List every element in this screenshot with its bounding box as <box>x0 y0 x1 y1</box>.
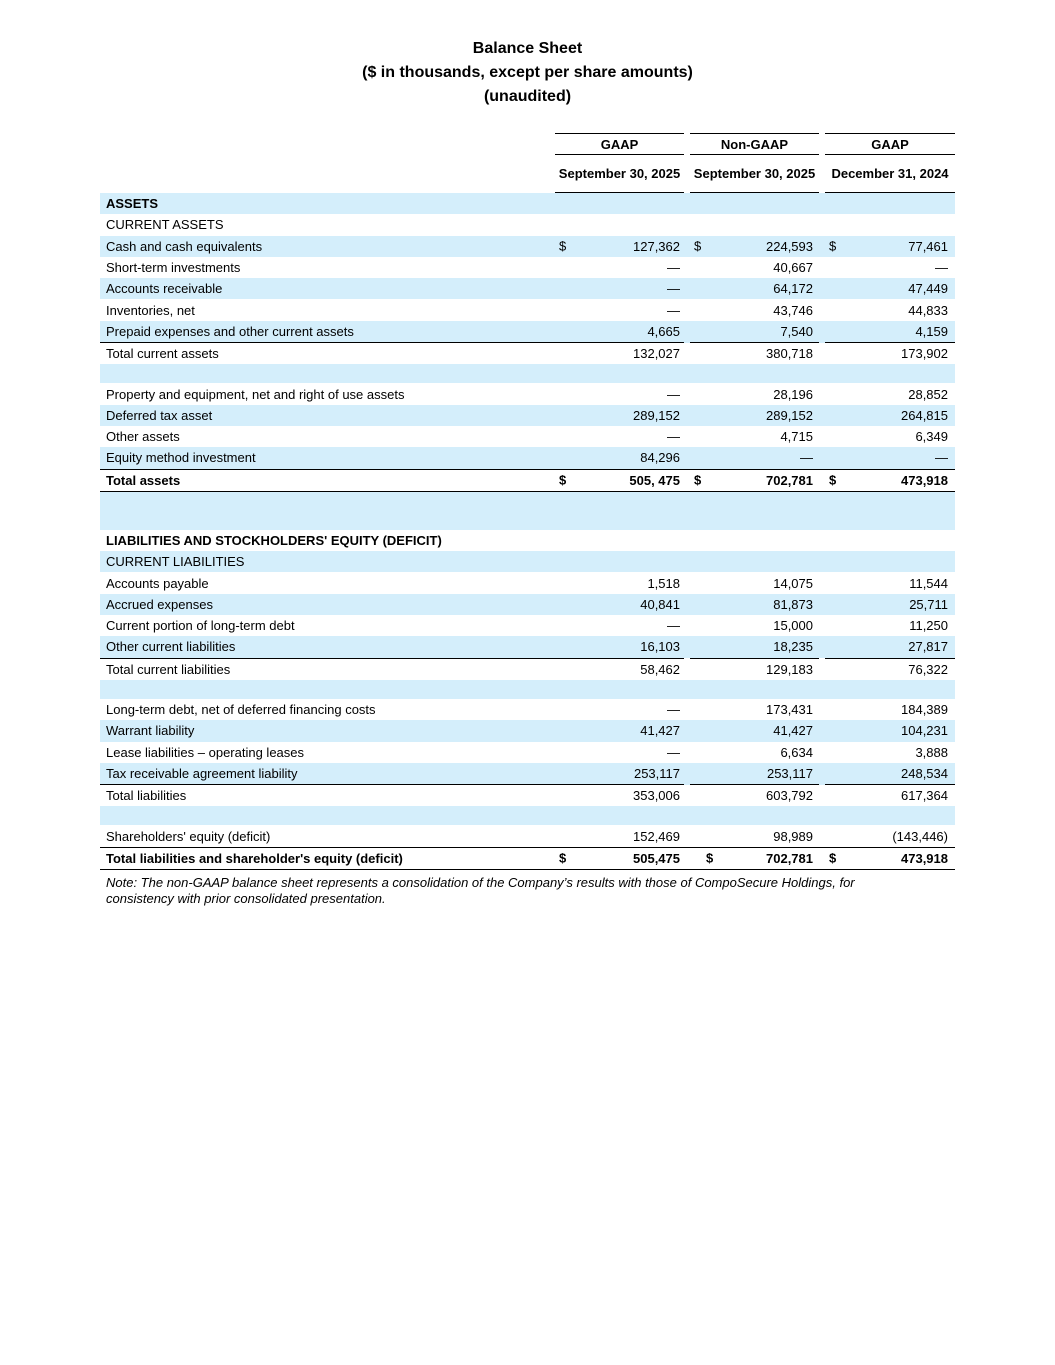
cell-value <box>555 530 684 551</box>
cell-value <box>825 572 955 593</box>
cell-number: 81,873 <box>773 596 813 612</box>
cell-value <box>825 364 955 383</box>
cell-value <box>825 551 955 572</box>
cell-value <box>690 720 819 741</box>
cell-value <box>690 847 819 869</box>
cell-number: 6,349 <box>915 429 948 445</box>
column-basis-header: GAAP <box>555 134 684 155</box>
cell-number: 248,534 <box>901 765 948 781</box>
cell-value <box>690 447 819 469</box>
cell-value <box>690 825 819 847</box>
cell-number: — <box>667 744 680 760</box>
cell-number: 6,634 <box>780 744 813 760</box>
cell-value <box>690 615 819 636</box>
cell-number: — <box>667 618 680 634</box>
header-spacer <box>100 134 555 155</box>
row-label: Tax receivable agreement liability <box>100 763 555 785</box>
cell-number: 84,296 <box>640 450 680 466</box>
row-label: Prepaid expenses and other current assets <box>100 321 555 343</box>
cell-number: 104,231 <box>901 723 948 739</box>
row-label: Other assets <box>106 429 180 445</box>
table-row <box>100 806 955 825</box>
cell-number: 380,718 <box>766 346 813 362</box>
cell-number: 41,427 <box>773 723 813 739</box>
balance-sheet-table <box>100 133 955 870</box>
cell-value <box>555 193 684 215</box>
table-row <box>100 720 955 741</box>
cell-value <box>690 551 819 572</box>
row-label: Total liabilities <box>106 788 187 804</box>
cell-number: 173,431 <box>766 702 813 718</box>
cell-value <box>825 699 955 720</box>
cell-number: (143,446) <box>892 828 948 844</box>
cell-number: 11,544 <box>909 575 948 591</box>
cell-number: 4,715 <box>780 429 813 445</box>
row-label: Long-term debt, net of deferred financing costs <box>106 702 376 718</box>
table-row <box>100 193 955 215</box>
cell-value <box>555 742 684 763</box>
row-label: Shareholders' equity (deficit) <box>106 828 271 844</box>
cell-number: 11,250 <box>909 618 948 634</box>
cell-value <box>825 680 955 699</box>
cell-value <box>555 469 684 491</box>
cell-value <box>825 278 955 299</box>
row-label: Deferred tax asset <box>100 405 555 426</box>
cell-number: 289,152 <box>633 407 680 423</box>
cell-number: 132,027 <box>633 346 680 362</box>
cell-number: 264,815 <box>901 407 948 423</box>
cell-value <box>555 236 684 257</box>
cell-value <box>690 636 819 658</box>
cell-value <box>555 572 684 593</box>
column-date-header: September 30, 2025 <box>690 155 819 193</box>
cell-number: 43,746 <box>773 302 813 318</box>
table-row <box>100 383 955 404</box>
cell-number: 505, 475 <box>629 472 680 488</box>
row-label: CURRENT LIABILITIES <box>100 551 555 572</box>
column-basis-header: Non-GAAP <box>690 134 819 155</box>
table-row <box>100 364 955 383</box>
cell-value <box>555 720 684 741</box>
cell-value <box>555 551 684 572</box>
column-basis-header: GAAP <box>825 134 955 155</box>
table-row <box>100 447 955 469</box>
cell-value <box>825 825 955 847</box>
column-date-header: September 30, 2025 <box>555 155 684 193</box>
cell-number: 127,362 <box>633 238 680 254</box>
page-subtitle: ($ in thousands, except per share amounts) <box>362 64 693 81</box>
cell-value <box>555 806 684 825</box>
cell-value <box>555 511 684 530</box>
row-label <box>100 511 555 530</box>
cell-value <box>825 193 955 215</box>
column-date-header-row <box>100 155 955 193</box>
cell-value <box>690 383 819 404</box>
row-label <box>100 364 555 383</box>
cell-number: 40,841 <box>640 596 680 612</box>
table-row <box>100 763 955 785</box>
cell-value <box>555 636 684 658</box>
cell-number: 7,540 <box>780 323 813 339</box>
cell-number: 224,593 <box>766 238 813 254</box>
cell-value <box>825 530 955 551</box>
cell-value <box>555 847 684 869</box>
cell-value <box>690 491 819 511</box>
row-label: ASSETS <box>100 193 555 215</box>
row-label: Warrant liability <box>100 720 555 741</box>
cell-number: 702,781 <box>766 850 813 866</box>
cell-number: 173,902 <box>901 346 948 362</box>
cell-value <box>555 405 684 426</box>
row-label: Total current liabilities <box>106 661 231 677</box>
cell-value <box>555 594 684 615</box>
cell-value <box>825 594 955 615</box>
cell-value <box>825 426 955 447</box>
cell-value <box>690 426 819 447</box>
table-row <box>100 236 955 257</box>
cell-number: — <box>667 302 680 318</box>
cell-value <box>690 742 819 763</box>
cell-value <box>555 214 684 235</box>
row-label: Accounts receivable <box>100 278 555 299</box>
cell-value <box>690 511 819 530</box>
row-label: Short-term investments <box>106 260 241 276</box>
column-basis-header-row <box>100 134 955 155</box>
cell-number: 4,665 <box>647 323 680 339</box>
cell-value <box>555 278 684 299</box>
cell-number: 18,235 <box>773 639 813 655</box>
row-label: LIABILITIES AND STOCKHOLDERS' EQUITY (DEFICIT) <box>106 533 442 548</box>
row-label <box>100 491 555 511</box>
cell-number: 152,469 <box>633 828 680 844</box>
page-subtitle-unaudited: (unaudited) <box>483 88 572 105</box>
cell-number: — <box>667 281 680 297</box>
footnote: Note: The non-GAAP balance sheet represents a consolidation of the Company’s results with those of CompoSecure Holdings, for consistency with prior consolidated presentation. <box>106 875 855 906</box>
cell-value <box>690 299 819 320</box>
cell-value <box>555 447 684 469</box>
row-label <box>100 806 555 825</box>
table-row <box>100 426 955 447</box>
cell-value <box>825 763 955 785</box>
cell-number: 3,888 <box>915 744 948 760</box>
cell-value <box>555 383 684 404</box>
cell-number: 505,475 <box>633 850 680 866</box>
cell-value <box>690 658 819 680</box>
row-label: Inventories, net <box>106 302 195 318</box>
row-label: Accounts payable <box>106 575 209 591</box>
cell-number: — <box>800 450 813 466</box>
dollar-sign: $ <box>559 472 567 488</box>
cell-value <box>555 257 684 278</box>
cell-value <box>690 572 819 593</box>
cell-value <box>690 364 819 383</box>
row-label: Total liabilities and shareholder's equity (deficit) <box>100 847 555 869</box>
cell-number: 25,711 <box>909 596 948 612</box>
table-row <box>100 658 955 680</box>
table-row <box>100 491 955 511</box>
cell-number: 473,918 <box>901 850 948 866</box>
cell-value <box>825 405 955 426</box>
cell-value <box>555 364 684 383</box>
cell-number: — <box>667 386 680 402</box>
row-label: Accrued expenses <box>100 594 555 615</box>
row-label: Lease liabilities – operating leases <box>106 744 305 760</box>
row-label: Current portion of long-term debt <box>106 618 295 634</box>
table-row <box>100 572 955 593</box>
cell-value <box>825 847 955 869</box>
table-row <box>100 405 955 426</box>
cell-number: 289,152 <box>766 407 813 423</box>
table-row <box>100 680 955 699</box>
cell-number: 184,389 <box>901 702 948 718</box>
table-row <box>100 594 955 615</box>
cell-value <box>825 742 955 763</box>
cell-value <box>555 299 684 320</box>
column-date-header: December 31, 2024 <box>825 155 955 193</box>
dollar-sign: $ <box>829 238 837 254</box>
cell-number: 77,461 <box>908 238 948 254</box>
cell-value <box>825 806 955 825</box>
cell-number: — <box>667 429 680 445</box>
cell-value <box>825 343 955 365</box>
cell-value <box>690 236 819 257</box>
cell-value <box>555 825 684 847</box>
table-row <box>100 551 955 572</box>
cell-value <box>690 469 819 491</box>
row-label: CURRENT ASSETS <box>106 217 224 233</box>
cell-number: — <box>667 702 680 718</box>
cell-value <box>690 680 819 699</box>
cell-value <box>825 469 955 491</box>
table-row <box>100 530 955 551</box>
table-row <box>100 469 955 491</box>
cell-value <box>825 636 955 658</box>
table-row <box>100 847 955 869</box>
cell-number: 4,159 <box>915 323 948 339</box>
cell-number: 253,117 <box>766 765 813 781</box>
cell-value <box>555 763 684 785</box>
cell-number: 14,075 <box>773 575 813 591</box>
cell-number: 617,364 <box>901 788 948 804</box>
cell-number: — <box>935 450 948 466</box>
table-row <box>100 615 955 636</box>
dollar-sign: $ <box>829 850 837 866</box>
cell-value <box>690 343 819 365</box>
cell-value <box>825 236 955 257</box>
cell-value <box>555 785 684 807</box>
cell-number: 473,918 <box>901 472 948 488</box>
cell-number: 64,172 <box>773 281 813 297</box>
cell-number: 1,518 <box>647 575 680 591</box>
cell-number: 40,667 <box>773 260 813 276</box>
row-label: Total assets <box>100 469 555 491</box>
header-spacer <box>100 155 555 193</box>
cell-value <box>690 806 819 825</box>
cell-number: 28,196 <box>773 386 813 402</box>
dollar-sign: $ <box>559 850 567 866</box>
cell-value <box>825 447 955 469</box>
cell-number: 98,989 <box>773 828 813 844</box>
cell-number: 15,000 <box>773 618 813 634</box>
row-label: Equity method investment <box>100 447 555 469</box>
table-row <box>100 299 955 320</box>
cell-number: 44,833 <box>908 302 948 318</box>
cell-number: 702,781 <box>766 472 813 488</box>
cell-value <box>825 491 955 511</box>
cell-value <box>555 321 684 343</box>
cell-value <box>690 405 819 426</box>
cell-number: 76,322 <box>908 661 948 677</box>
table-row <box>100 825 955 847</box>
table-row <box>100 636 955 658</box>
cell-value <box>690 214 819 235</box>
cell-value <box>825 214 955 235</box>
cell-value <box>825 383 955 404</box>
cell-value <box>690 278 819 299</box>
cell-value <box>825 720 955 741</box>
cell-number: 253,117 <box>633 765 680 781</box>
cell-number: 58,462 <box>640 661 680 677</box>
dollar-sign: $ <box>706 850 714 866</box>
cell-number: 47,449 <box>908 281 948 297</box>
cell-value <box>555 680 684 699</box>
cell-number: 27,817 <box>908 639 948 655</box>
cell-value <box>825 257 955 278</box>
cell-value <box>555 343 684 365</box>
cell-value <box>555 426 684 447</box>
cell-value <box>555 615 684 636</box>
cell-value <box>555 491 684 511</box>
row-label: Property and equipment, net and right of use assets <box>106 386 405 402</box>
dollar-sign: $ <box>559 238 567 254</box>
row-label: Total current assets <box>106 346 219 362</box>
page-title: Balance Sheet <box>472 40 583 57</box>
row-label: Other current liabilities <box>100 636 555 658</box>
cell-value <box>690 321 819 343</box>
row-label <box>100 680 555 699</box>
table-row <box>100 321 955 343</box>
cell-number: — <box>935 260 948 276</box>
cell-number: 129,183 <box>766 661 813 677</box>
row-label: Cash and cash equivalents <box>100 236 555 257</box>
cell-number: 353,006 <box>633 788 680 804</box>
table-row <box>100 699 955 720</box>
cell-value <box>825 615 955 636</box>
table-row <box>100 742 955 763</box>
table-row <box>100 785 955 807</box>
cell-value <box>690 763 819 785</box>
cell-value <box>690 257 819 278</box>
cell-number: — <box>667 260 680 276</box>
cell-value <box>690 785 819 807</box>
cell-number: 16,103 <box>640 639 680 655</box>
cell-value <box>825 321 955 343</box>
dollar-sign: $ <box>694 238 702 254</box>
table-row <box>100 257 955 278</box>
cell-value <box>690 594 819 615</box>
table-row <box>100 511 955 530</box>
cell-value <box>825 299 955 320</box>
cell-value <box>825 658 955 680</box>
cell-value <box>690 193 819 215</box>
cell-number: 41,427 <box>640 723 680 739</box>
dollar-sign: $ <box>694 472 702 488</box>
table-row <box>100 343 955 365</box>
cell-number: 603,792 <box>766 788 813 804</box>
table-row <box>100 278 955 299</box>
cell-value <box>555 658 684 680</box>
cell-value <box>825 511 955 530</box>
cell-value <box>690 530 819 551</box>
dollar-sign: $ <box>829 472 837 488</box>
table-row <box>100 214 955 235</box>
cell-number: 28,852 <box>908 386 948 402</box>
cell-value <box>690 699 819 720</box>
cell-value <box>555 699 684 720</box>
cell-value <box>825 785 955 807</box>
